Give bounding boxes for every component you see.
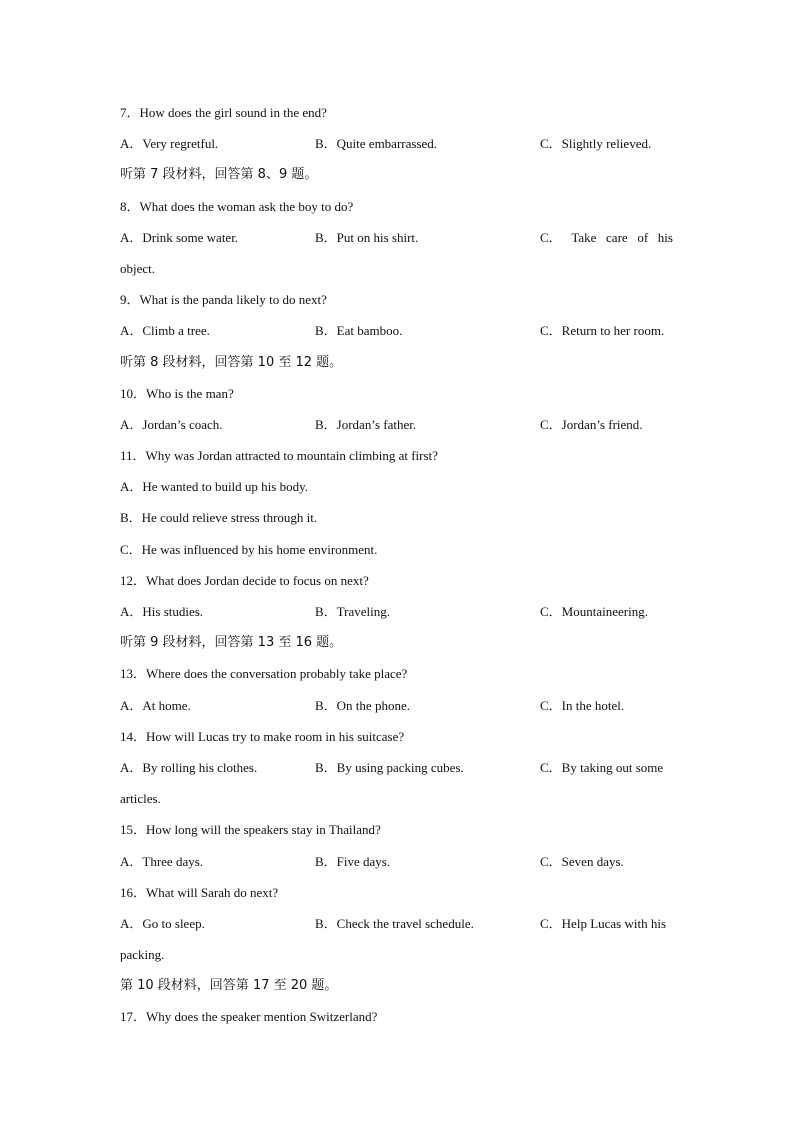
option-9b: B．Eat bamboo. (315, 323, 403, 339)
option-8c (540, 226, 673, 250)
options-13 (120, 694, 680, 725)
option-12b: B．Traveling. (315, 604, 390, 619)
options-14 (120, 756, 680, 787)
question-16: 16．What will Sarah do next? (120, 884, 279, 900)
option-8c-continuation: object. (120, 260, 156, 276)
question-7: 7．How does the girl sound in the end? (120, 105, 327, 120)
option-10c: C．Jordan’s friend. (540, 416, 643, 432)
option-11a: A．He wanted to build up his body. (120, 479, 308, 495)
question-8: 8．What does the woman ask the boy to do? (120, 198, 354, 214)
option-8c-word: of (637, 229, 649, 245)
option-8c-word: care (606, 229, 628, 245)
option-8c-word: Take (571, 229, 597, 245)
option-8b: B．Put on his shirt. (315, 229, 419, 245)
options-9 (120, 319, 680, 350)
option-15c: C．Seven days. (540, 853, 624, 869)
option-13a: A．At home. (120, 697, 191, 713)
question-17: 17．Why does the speaker mention Switzerland? (120, 1009, 378, 1025)
option-12a: A．His studies. (120, 604, 204, 619)
options-8 (120, 226, 680, 257)
option-10b: B．Jordan’s father. (315, 416, 417, 432)
option-16b: B．Check the travel schedule. (315, 915, 474, 931)
option-9a: A．Climb a tree. (120, 323, 210, 339)
option-13c: C．In the hotel. (540, 697, 625, 713)
option-7c: C．Slightly relieved. (540, 136, 652, 152)
option-11b: B．He could relieve stress through it. (120, 510, 318, 526)
option-14c-continuation: articles. (120, 791, 161, 807)
question-12: 12．What does Jordan decide to focus on next? (120, 572, 369, 588)
option-8a: A．Drink some water. (120, 229, 239, 245)
question-14: 14．How will Lucas try to make room in his suitcase? (120, 728, 405, 744)
question-10: 10．Who is the man? (120, 385, 234, 401)
question-9: 9．What is the panda likely to do next? (120, 292, 327, 308)
question-15: 15．How long will the speakers stay in Thailand? (120, 822, 381, 838)
options-12 (120, 600, 680, 631)
option-8c-word: C． (540, 229, 562, 245)
question-13: 13．Where does the conversation probably take place? (120, 666, 408, 682)
option-14c: C．By taking out some (540, 759, 664, 775)
option-16c: C．Help Lucas with his (540, 915, 667, 931)
option-16a: A．Go to sleep. (120, 915, 205, 931)
section-heading-10: 第 10 段材料，回答第 17 至 20 题。 (120, 978, 338, 994)
section-heading-9: 听第 9 段材料，回答第 13 至 16 题。 (120, 635, 343, 651)
options-10 (120, 413, 680, 444)
listening-questions (120, 101, 680, 1037)
option-10a: A．Jordan’s coach. (120, 416, 223, 432)
option-13b: B．On the phone. (315, 697, 410, 713)
options-7 (120, 132, 680, 163)
option-11c: C．He was influenced by his home environment. (120, 541, 378, 557)
option-12c: C．Mountaineering. (540, 604, 648, 619)
option-14a: A．By rolling his clothes. (120, 759, 258, 775)
option-14b: B．By using packing cubes. (315, 759, 464, 775)
option-7b: B．Quite embarrassed. (315, 136, 438, 152)
option-15a: A．Three days. (120, 853, 204, 869)
option-9c: C．Return to her room. (540, 323, 665, 339)
section-heading-8: 听第 8 段材料，回答第 10 至 12 题。 (120, 354, 343, 370)
section-heading-7: 听第 7 段材料，回答第 8、9 题。 (120, 167, 318, 183)
option-15b: B．Five days. (315, 853, 391, 869)
option-7a: A．Very regretful. (120, 136, 219, 152)
option-8c-word: his (657, 229, 673, 245)
question-11: 11．Why was Jordan attracted to mountain climbing at first? (120, 448, 438, 464)
option-16c-continuation: packing. (120, 947, 165, 963)
options-15 (120, 850, 680, 881)
options-16 (120, 912, 680, 943)
